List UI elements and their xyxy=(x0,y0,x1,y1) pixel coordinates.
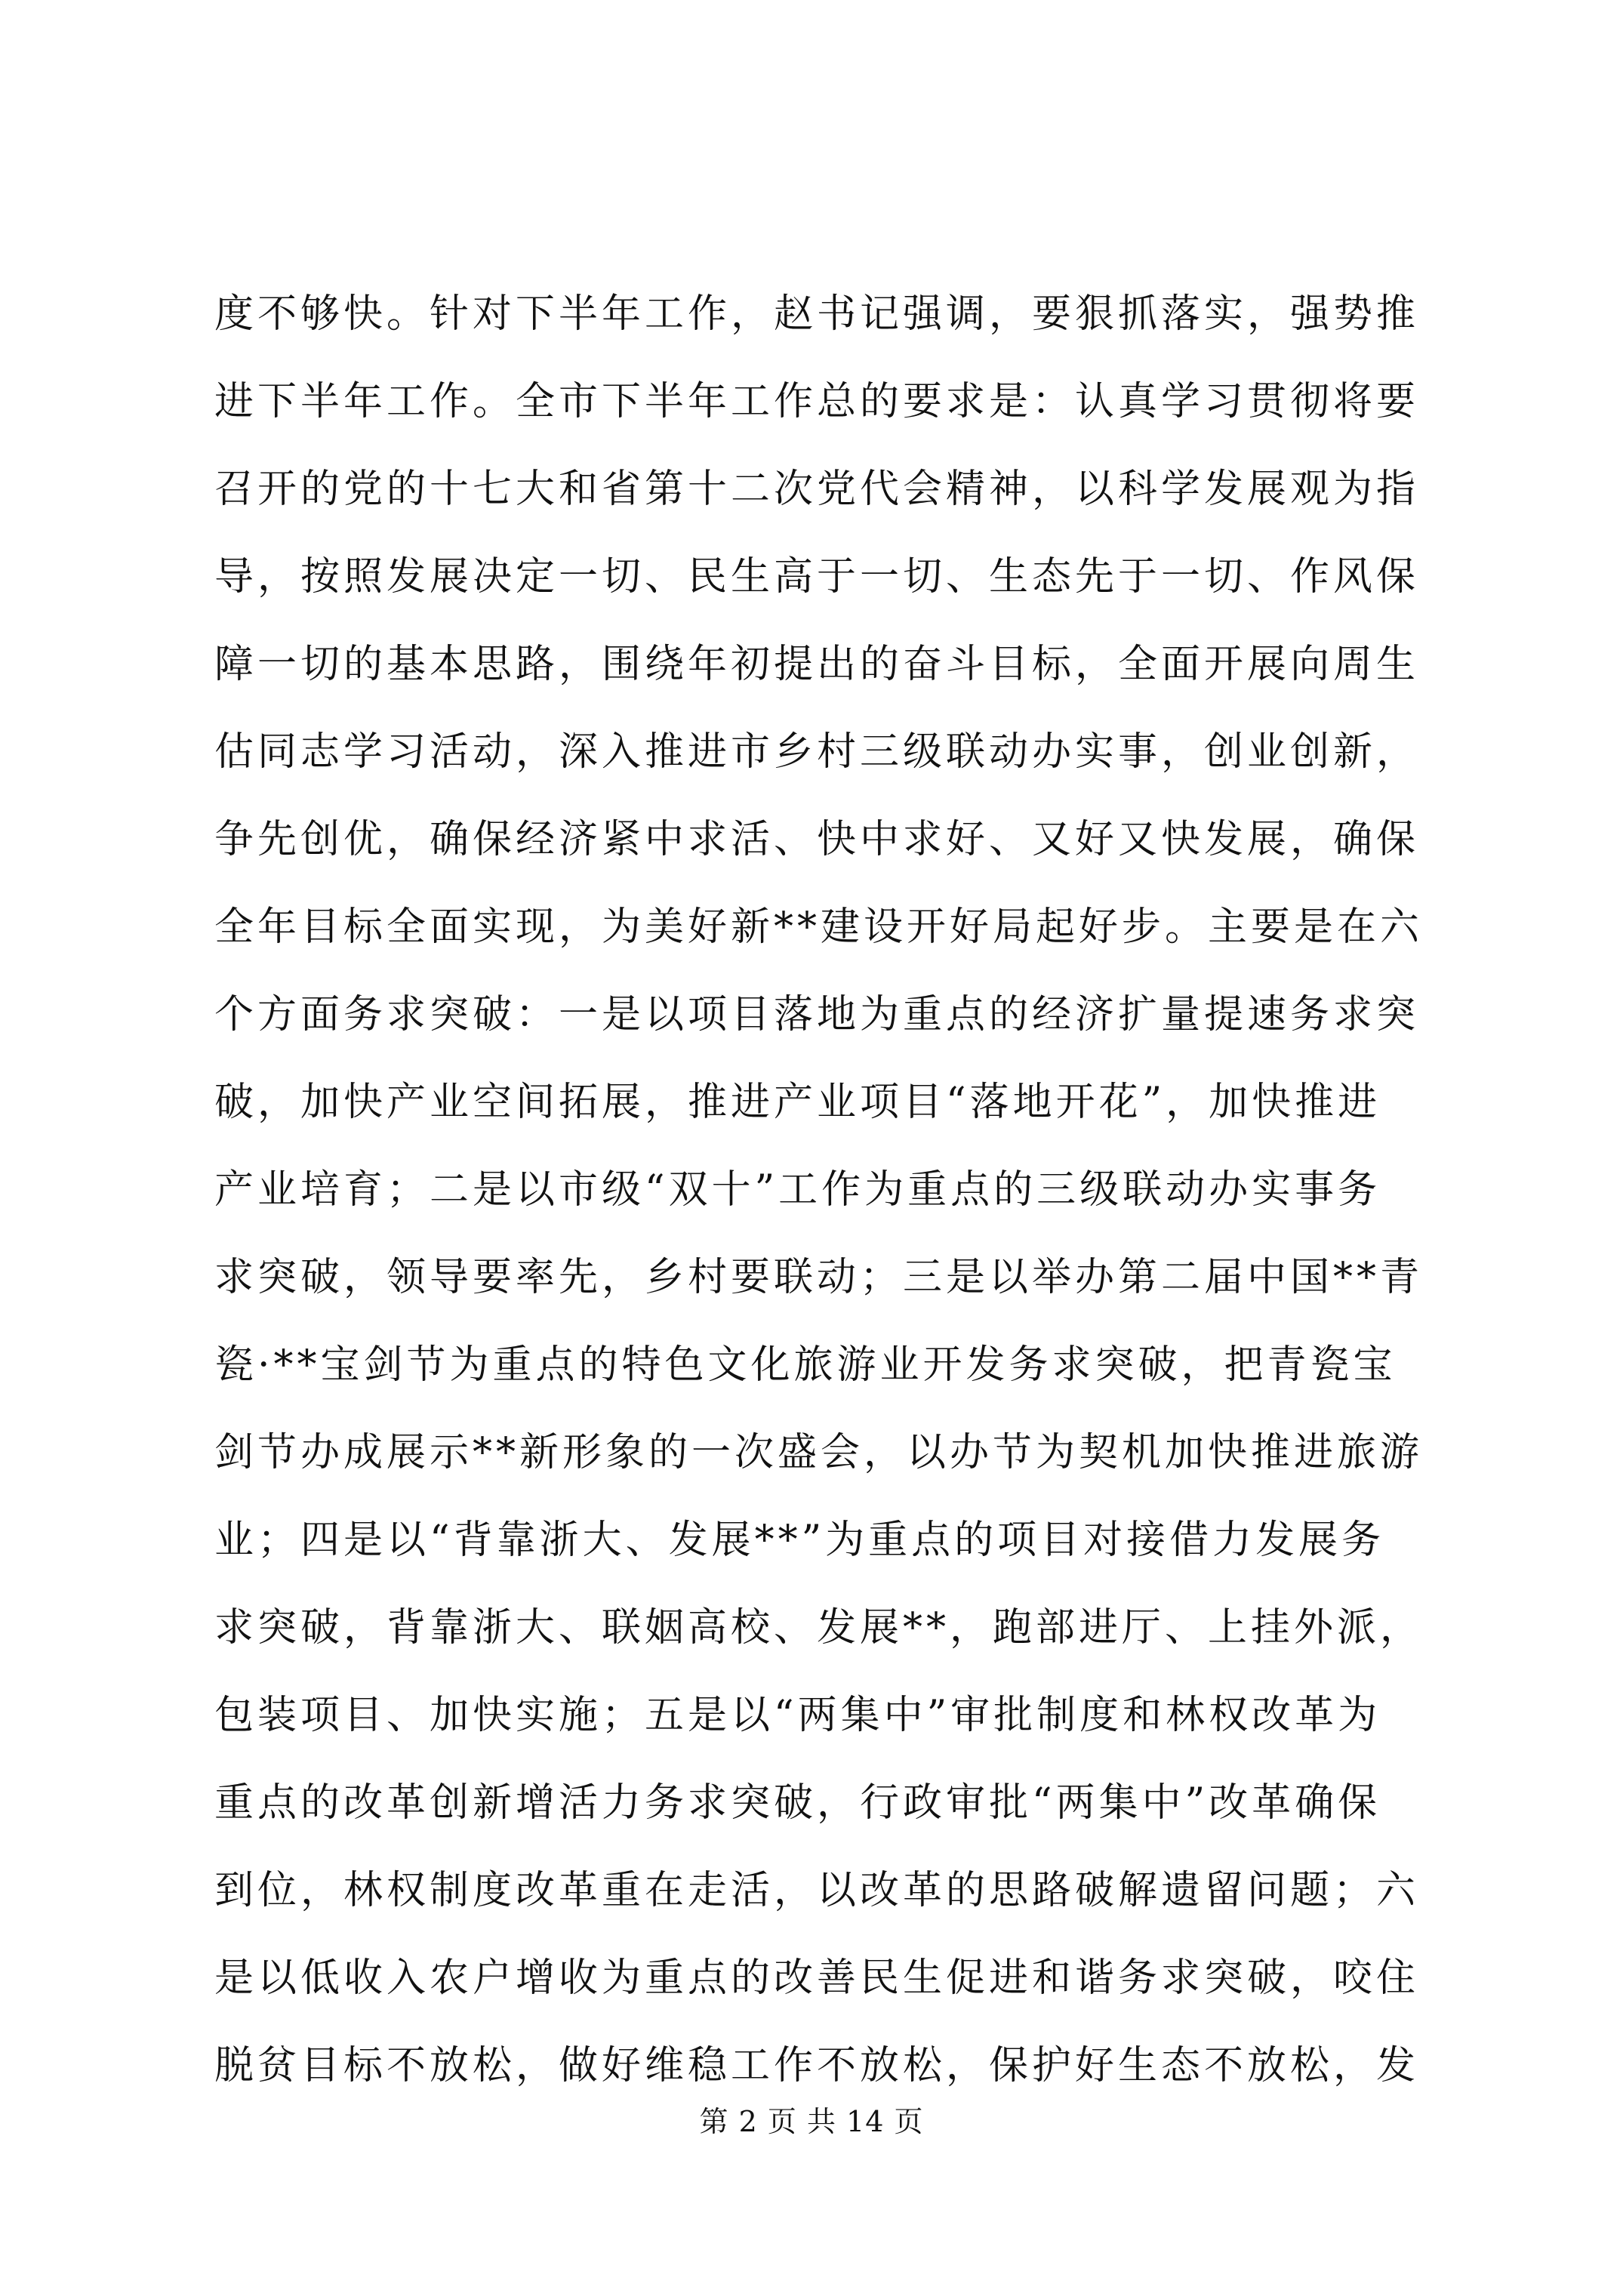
text-line: 争先创优，确保经济紧中求活、快中求好、又好又快发展，确保 xyxy=(214,817,1420,862)
text-line: 个方面务求突破：一是以项目落地为重点的经济扩量提速务求突 xyxy=(214,992,1420,1037)
text-line: 求突破，领导要率先，乡村要联动；三是以举办第二届中国**青 xyxy=(214,1255,1424,1300)
text-line: 脱贫目标不放松，做好维稳工作不放松，保护好生态不放松，发 xyxy=(214,2043,1420,2088)
text-line: 度不够快。针对下半年工作，赵书记强调，要狠抓落实，强势推 xyxy=(214,291,1420,337)
text-line: 是以低收入农户增收为重点的改善民生促进和谐务求突破，咬住 xyxy=(214,1955,1420,2001)
text-line: 求突破，背靠浙大、联姻高校、发展**，跑部进厅、上挂外派， xyxy=(214,1605,1424,1650)
text-line: 重点的改革创新增活力务求突破，行政审批“两集中”改革确保 xyxy=(214,1780,1381,1826)
text-line: 包装项目、加快实施；五是以“两集中”审批制度和林权改革为 xyxy=(214,1693,1381,1738)
text-line: 到位，林权制度改革重在走活，以改革的思路破解遗留问题；六 xyxy=(214,1868,1420,1913)
text-line: 瓷·**宝剑节为重点的特色文化旅游业开发务求突破，把青瓷宝 xyxy=(214,1342,1397,1388)
text-line: 破，加快产业空间拓展，推进产业项目“落地开花”，加快推进 xyxy=(214,1080,1381,1125)
text-line: 导，按照发展决定一切、民生高于一切、生态先于一切、作风保 xyxy=(214,554,1420,599)
text-line: 召开的党的十七大和省第十二次党代会精神，以科学发展观为指 xyxy=(214,467,1420,512)
page-number-footer: 第 2 页 共 14 页 xyxy=(699,2105,924,2138)
text-line: 产业培育；二是以市级“双十”工作为重点的三级联动办实事务 xyxy=(214,1167,1381,1213)
text-line: 进下半年工作。全市下半年工作总的要求是：认真学习贯彻将要 xyxy=(214,379,1420,424)
text-line: 全年目标全面实现，为美好新**建设开好局起好步。主要是在六 xyxy=(214,905,1424,950)
text-line: 障一切的基本思路，围绕年初提出的奋斗目标，全面开展向周生 xyxy=(214,642,1420,687)
text-line: 剑节办成展示**新形象的一次盛会，以办节为契机加快推进旅游 xyxy=(214,1430,1424,1475)
body-text xyxy=(214,270,1427,2110)
text-line: 估同志学习活动，深入推进市乡村三级联动办实事，创业创新， xyxy=(214,729,1420,775)
text-line: 业；四是以“背靠浙大、发展**”为重点的项目对接借力发展务 xyxy=(214,1518,1385,1563)
